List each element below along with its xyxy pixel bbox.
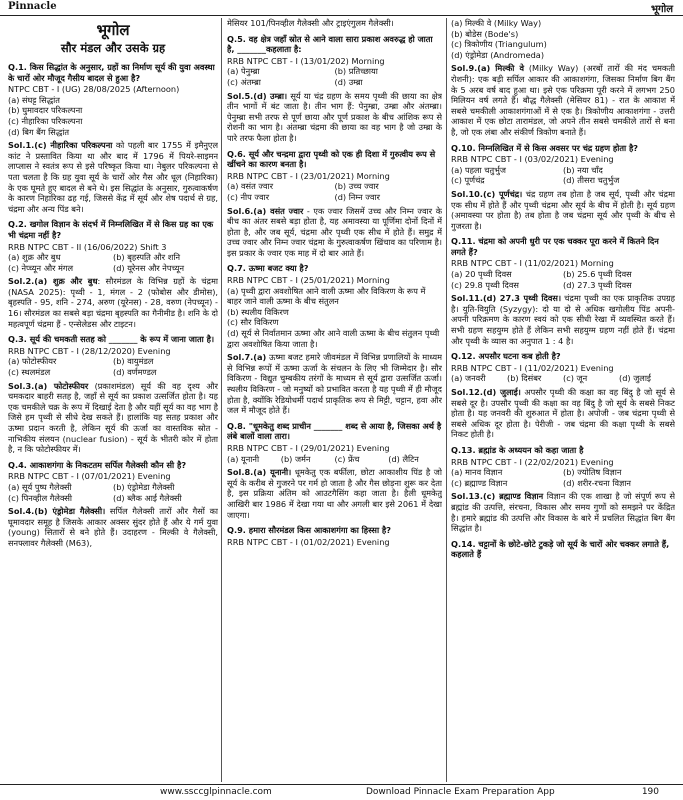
question-14: Q.14. चट्टानों के छोटे-छोटे टुकड़े जो सूर्य के चारों ओर चक्कर लगाते हैं, कहलाते हैं — [451, 538, 670, 560]
question-13: Q.13. ब्रह्मांड के अध्ययन को कहा जाता है — [451, 444, 584, 455]
option: (b) बृहस्पति और शनि — [113, 252, 180, 263]
option: (a) मिल्की वे (Milky Way) — [451, 18, 542, 28]
option: (a) फोटोस्फीयर — [8, 356, 57, 367]
option-row — [451, 175, 675, 186]
solution-heading: Sol.2.(a) शुक्र और बुध — [8, 276, 98, 287]
solution-11 — [451, 293, 675, 346]
solution-text: ऊष्मा बजट हमारे जीवमंडल में विभिन्न प्रणालियों के माध्यम से विभिन्न रूपों में ऊष्मा ऊर्जा के संचलन के लिए भी जिम्मेदार है। सौर विकिरण - विद्युत चुम्बकीय तरंगों के माध्यम से सूर्य द्वारा उत्सर्जित ऊर्जा। स्थलीय विकिरण - जो मनुष्यों को प्रभावित करता है यह पृथ्वी में ही मौजूद होता है, क्योंकि रेडियोधर्मी पदार्थ प्राकृतिक रूप से मिट्टी, चट्टान, हवा और जल में मौजूद होते हैं। — [227, 352, 442, 416]
column-divider — [221, 18, 222, 782]
option: (d) वर्णमण्डल — [113, 367, 157, 378]
page-footer — [0, 784, 683, 800]
footer-app-promo: Download Pinnacle Exam Preparation App — [366, 787, 555, 797]
solution-heading: Sol.8.(a) यूनानी। — [227, 467, 292, 478]
option-row — [227, 181, 442, 192]
solution-heading: Sol.9.(a) मिल्की वे — [451, 63, 525, 74]
solution-text: (प्रकाशमंडल) सूर्य की वह दृश्य और चमकदार बाहरी सतह है, जहाँ से सूर्य का प्रकाश उत्सर्जित होता है। यह एक चमकीले चक्र के रूप में दिखाई देता है और यहीं सूर्य का वह भाग है जिसे हम पृथ्वी से सीधे देख सकते हैं। हालांकि यह सतह प्रकाश और ऊष्मा प्रदान करती है, लेकिन सूर्य की ऊर्जा का वास्तविक स्रोत - नाभिकीय संलयन (nuclear fusion) - सूर्य के भीतरी कोर में होता है, न कि फोटोस्फीयर में। — [8, 380, 218, 455]
option: (d) शरीर-रचना विज्ञान — [563, 477, 631, 488]
solution-text: विज्ञान की एक शाखा है जो संपूर्ण रूप से ब्रह्मांड की उत्पत्ति, संरचना, विकास और समय गुणों को समझने पर केंद्रित है। हमारे ब्रह्मांड की उत्पत्ति और विकास के बारे में प्रचलित सिद्धांत बिग बैंग सिद्धांत है। — [451, 491, 675, 534]
solution-heading: Sol.7.(a) — [227, 352, 267, 363]
exam-meta: RRB NTPC CBT - I (01/02/2021) Evening — [227, 536, 390, 547]
option: (a) 20 पृथ्वी दिवस — [451, 269, 512, 280]
option: (c) नेप्च्यून और मंगल — [8, 262, 74, 273]
question-10: Q.10. निम्नलिखित में से किस अवसर पर चंद्र ग्रहण होता है? — [451, 142, 639, 153]
option-row — [227, 192, 442, 203]
option: (c) त्रिकोणीय (Triangulum) — [451, 39, 547, 50]
option: (b) दिसंबर — [507, 373, 542, 384]
option: (c) फ्रेंच — [334, 453, 360, 464]
option: (a) वसंत ज्वार — [227, 181, 274, 192]
section-name: भूगोल — [650, 4, 673, 15]
option-row — [451, 478, 675, 489]
option: (c) पूर्णचंद्र — [451, 175, 485, 186]
solution-text: को पहली बार 1755 में इमैनुएल कांट ने प्रस्तावित किया था और बाद में 1796 में पियरे-साइमन लाप्लास ने स्वतंत्र रूप से इसे परिष्कृत किया था। नेबुलर परिकल्पना से पता चलता है कि ग्रह युवा सूर्य के चारों ओर गैस और धूल (निहारिका) के एक घूमते हुए बादल से बने थे। इस सिद्धांत के अनुसार, गुरुत्वाकर्षण के कारण निहारिका ढह गई, जिससे केंद्र में सूर्य और शेष पदार्थ से ग्रह, चंद्रमा और अन्य पिंड बने। — [8, 140, 218, 214]
option: (a) संघट्ट सिद्धांत — [8, 94, 60, 105]
exam-meta: RRB NTPC CBT - I (13/01/202) Morning — [227, 55, 385, 66]
question-6: Q.6. सूर्य और चन्द्रमा द्वारा पृथ्वी को एक ही दिशा में गुरुत्वीय रूप से खींचने का कारण बनता है। — [227, 148, 436, 170]
option-row — [8, 263, 218, 274]
option: (b) उच्च ज्वार — [334, 181, 379, 192]
solution-text: अपसौर पृथ्वी की कक्षा का वह बिंदु है जो सूर्य से सबसे दूर है। उपसौर पृथ्वी की कक्षा का वह बिंदु है जो सूर्य के सबसे निकट होता है। यह जनवरी की शुरुआत में होता है। अपोजी - जब चंद्रमा पृथ्वी से सबसे अधिक दूर होता है। पेरीजी - जब चंद्रमा की कक्षा पृथ्वी के सबसे निकट होती है। — [451, 387, 675, 440]
exam-meta: RRB NTPC CBT - I (03/02/2021) Evening — [451, 154, 614, 165]
exam-meta: NTPC CBT - I (UG) 28/08/2025 (Afternoon) — [8, 84, 180, 95]
option: (a) पहला चतुर्भुज — [451, 164, 506, 175]
option: (d) निम्न ज्वार — [334, 191, 380, 202]
solution-8 — [227, 467, 442, 520]
exam-meta: RRB NTPC CBT - I (11/02/2021) Evening — [451, 362, 614, 373]
option: (c) स्थलमंडल — [8, 367, 51, 378]
option-row — [8, 356, 218, 367]
page-header — [0, 0, 683, 16]
solution-text: चंद्र ग्रहण तब होता है जब सूर्य, पृथ्वी और चंद्रमा एक सीध में होते हैं और पृथ्वी चंद्रमा और सूर्य के बीच में होती है। सूर्य ग्रहण (अमावस्या पर होता है) तब होता है जब चंद्रमा सूर्य और पृथ्वी के बीच से गुजरता है। — [451, 188, 675, 231]
option: (d) बिग बैंग सिद्धांत — [8, 126, 70, 137]
option: (b) ज्योतिष विज्ञान — [563, 467, 622, 478]
question-12: Q.12. अपसौर घटना कब होती है? — [451, 351, 561, 362]
option: (b) घुमावदार परिकल्पना — [8, 105, 83, 116]
page-number: 190 — [641, 787, 659, 797]
solution-text: (Milky Way) (अरबों तारों की मंद चमकती रोशनी): एक बड़ी सर्पिल आकार की आकाशगंगा, जिसका निर्माण बिग बैंग के 5 अरब वर्ष बाद हुआ था। इसे एक परिक्रमा पूरी करने में लगभग 250 मिलियन वर्ष लगते हैं। बौद्ध गैलेक्सी (मेसियर 81) - रात के आकाश में सबसे चमकीली आकाशगंगाओं में से एक है। त्रिकोणीय आकाशगंगा - उत्तरी आकाश में एक छोटा तारामंडल, जो अपने तीन सबसे चमकीले तारों से बना है, जो एक लंबा और संकीर्ण त्रिकोण बनाते हैं। — [451, 63, 675, 137]
solution-text: सर्पिल गैलेक्सी तारों और गैसों का घूमावदार समूह है जिसके आकार अक्सर सुंदर होते हैं और ये गर्म युवा (young) सितारों से बने होते हैं। उदाहरण - मिल्की वे गैलेक्सी, सनफ्लावर गैलेक्सी (M63), — [8, 506, 218, 548]
option: (b) 25.6 पृथ्वी दिवस — [563, 269, 632, 280]
option-row — [227, 77, 442, 88]
question-3: Q.3. सूर्य की चमकती सतह को _______ के रूप में जाना जाता है। — [8, 334, 215, 345]
exam-meta: RRB NTPC CBT - I (23/01/2021) Morning — [227, 170, 390, 181]
solution-3 — [8, 381, 218, 455]
option: (a) सूर्य पुष्प गैलेक्सी — [8, 481, 72, 492]
option: (d) 27.3 पृथ्वी दिवस — [563, 279, 632, 290]
question-1: Q.1. किस सिद्धांत के अनुसार, ग्रहों का निर्माण सूर्य की युवा अवस्था के चारों ओर मौजूद गैसीय बादल से हुआ है? — [8, 62, 215, 83]
option: (d) तीसरा चतुर्भुज — [563, 175, 620, 186]
option: (d) एंड्रोमेडा (Andromeda) — [451, 49, 545, 60]
option: (b) बोडेस (Bode's) — [451, 28, 519, 39]
question-5: Q.5. वह क्षेत्र जहाँ स्रोत से आने वाला सारा प्रकाश अवरुद्ध हो जाता है, _______कहलाता है: — [227, 33, 433, 55]
option-row — [227, 454, 442, 465]
solution-7 — [227, 352, 442, 416]
solution-continued: मेसियर 101/पिनव्हील गैलेक्सी और ट्राइएंगुलम गैलेक्सी। — [227, 18, 394, 28]
exam-meta: RRB NTPC CBT - I (25/01/2021) Morning — [227, 275, 390, 286]
solution-heading: Sol.3.(a) फोटोस्फीयर — [8, 380, 89, 391]
exam-meta: RRB NTPC CBT - II (16/06/2022) Shift 3 — [8, 241, 167, 252]
option-row — [8, 252, 218, 263]
option-row — [451, 467, 675, 478]
option: (b) जर्मन — [280, 453, 311, 464]
solution-heading: Sol.12.(d) जुलाई। — [451, 387, 521, 397]
footer-website[interactable]: www.ssccglpinnacle.com — [160, 787, 272, 797]
solution-12 — [451, 387, 675, 440]
option: (d) ब्लैक आई गैलेक्सी — [113, 492, 182, 503]
solution-text: : सौरमंडल के विभिन्न ग्रहों के चंद्रमा (NASA 2025): पृथ्वी - 1, मंगल - 2 (फोबोस और डीमोस), बृहस्पति - 95, शनि - 274, अरुण (यूरेनस) - 28, वरुण (नेपच्यून) - 16। सौरमंडल का सबसे बड़ा चंद्रमा बृहस्पति का गैनीमीड है। शनि के दो महत्वपूर्ण चंद्रमा हैं - एन्सेलेडस और टाइटन। — [8, 276, 218, 329]
solution-text: - एक ज्वार जिसमें उच्च और निम्न ज्वार के बीच का अंतर सबसे बड़ा होता है, यह अमावस्या या पूर्णिमा दोनों दिनों में होता है, और जब सूर्य, चंद्रमा और पृथ्वी एक सीध में होते हैं। समुद्र में उच्च ज्वार और निम्न ज्वार चंद्रमा के गुरुत्वाकर्षण खिंचाव का परिणाम है। इस प्रकार के ज्वार एक माह में दो बार आते हैं। — [227, 205, 442, 258]
solution-4 — [8, 506, 218, 548]
option: (c) अंतम्ब्रा — [227, 76, 261, 87]
option: (d) उम्ब्रा — [334, 76, 363, 87]
option: (c) 29.8 पृथ्वी दिवस — [451, 279, 519, 290]
column-3 — [451, 18, 675, 782]
question-2: Q.2. खगोल विज्ञान के संदर्भ में निम्नलिखित में से किस ग्रह का एक भी चंद्रमा नहीं है? — [8, 219, 214, 240]
solution-text: सूर्य या चंद्र ग्रहण के समय पृथ्वी की छाया का क्षेत्र तीन भागों में बंट जाता है। तीन भाग हैं: पेनुम्ब्रा, उम्ब्रा और अंतम्ब्रा। पेनुम्ब्रा सभी तरफ से पूर्ण छाया और पूर्ण प्रकाश के बीच आंशिक रूप से रोशनी का भाग है। अंतम्ब्रा चंद्रमा की छाया का वह भाग है जो उम्ब्रा के पारे तरफ फैला होता है। — [227, 90, 442, 143]
solution-9 — [451, 63, 675, 137]
option: (a) पेनुम्ब्रा — [227, 66, 260, 77]
solution-heading: Sol.5.(d) उम्ब्रा। — [227, 90, 288, 101]
brand-name: Pinnacle — [8, 1, 57, 12]
option: (a) यूनानी — [227, 453, 260, 464]
option: (c) नीहारिका परिकल्पना — [8, 115, 83, 126]
solution-2 — [8, 276, 218, 329]
option: (d) जुलाई — [619, 373, 651, 384]
question-9: Q.9. हमारा सौरमंडल किस आकाशगंगा का हिस्सा है? — [227, 525, 392, 536]
solution-5 — [227, 91, 442, 144]
solution-heading: Sol.10.(c) पूर्णचंद्र। — [451, 188, 523, 199]
option: (a) मानव विज्ञान — [451, 467, 503, 478]
exam-meta: RRB NTPC CBT - I (07/01/2021) Evening — [8, 471, 171, 482]
question-4: Q.4. आकाशगंगा के निकटतम सर्पिल गैलेक्सी कौन सी है? — [8, 459, 187, 470]
option: (c) नीप ज्वार — [227, 191, 270, 202]
option: (b) प्रतिच्छाया — [334, 66, 378, 77]
solution-heading: Sol.1.(c) नीहारिका परिकल्पना — [8, 140, 113, 151]
option: (a) जनवरी — [451, 373, 486, 384]
column-divider — [446, 18, 447, 782]
question-7: Q.7. ऊष्मा बजट क्या है? — [227, 263, 309, 274]
option: (b) वायुमंडल — [113, 356, 154, 367]
option-row — [451, 280, 675, 291]
option: (d) सूर्य से निर्वातमान ऊष्मा और आने वाली ऊष्मा के बीच संतुलन पृथ्वी द्वारा अवशोषित किया जाता है। — [227, 328, 440, 349]
question-8: Q.8. "धूमकेतु शब्द प्राचीन _______ शब्द से आया है, जिसका अर्थ है लंबे बालों वाला तारा। — [227, 420, 442, 442]
column-2 — [227, 18, 442, 782]
option-row — [8, 493, 218, 504]
question-11: Q.11. चंद्रमा को अपनी धुरी पर एक चक्कर पूरा करने में कितने दिन लगते हैं? — [451, 236, 659, 257]
option-row — [451, 165, 675, 176]
option: (b) स्थलीय विकिरण — [227, 306, 289, 317]
option: (c) जून — [563, 373, 588, 384]
option: (a) शुक्र और बुध — [8, 252, 61, 263]
column-1 — [8, 18, 218, 782]
exam-meta: RRB NTPC CBT - I (28/12/2020) Evening — [8, 345, 171, 356]
chapter-title: भूगोल — [96, 21, 130, 39]
option: (c) ब्रह्माण्ड विज्ञान — [451, 477, 508, 488]
option: (b) नया चाँद — [563, 164, 603, 175]
option: (d) यूरेनस और नेपच्यून — [113, 262, 185, 273]
chapter-subtitle: सौर मंडल और उसके ग्रह — [60, 41, 166, 55]
option-row — [8, 482, 218, 493]
option-row — [451, 373, 675, 384]
option: (a) पृथ्वी द्वारा अवशोषित आने वाली ऊष्मा और विकिरण के रूप में बाहर जाने वाली ऊष्मा के बीच संतुलन — [227, 285, 426, 307]
solution-heading: Sol.11.(d) 27.3 पृथ्वी दिवस। — [451, 293, 562, 304]
exam-meta: RRB NTPC CBT - I (11/02/2021) Morning — [451, 258, 614, 269]
solution-heading: Sol.4.(b) एंड्रोमेडा गैलेक्सी। — [8, 506, 106, 517]
option-row — [8, 367, 218, 378]
exam-meta: RRB NTPC CBT - I (22/02/2021) Evening — [451, 456, 614, 467]
option: (c) पिनव्हील गैलेक्सी — [8, 492, 73, 503]
solution-heading: Sol.6.(a) वसंत ज्वार — [227, 205, 304, 216]
exam-meta: RRB NTPC CBT - I (29/01/2021) Evening — [227, 442, 390, 453]
solution-text: धूमकेतु एक बर्फीला, छोटा आकाशीय पिंड है जो सूर्य के करीब से गुजरने पर गर्म हो जाता है और गैस छोड़ना शुरू कर देता है, इस प्रक्रिया अंतिम को आउटगैसिंग कहा जाता है। हैली धूमकेतु आखिरी बार 1986 में देखा गया था और अगली बार इसे 2061 में देखा जाएगा। — [227, 467, 442, 520]
solution-6 — [227, 206, 442, 259]
solution-heading: Sol.13.(c) ब्रह्माण्ड विज्ञान — [451, 491, 544, 502]
option: (d) लैटिन — [388, 453, 419, 464]
solution-1 — [8, 140, 218, 214]
solution-text: चंद्रमा पृथ्वी का एक प्राकृतिक उपग्रह है। युति-वियुति (Syzygy): दो या दो से अधिक खगोलीय पिंड अपनी-अपनी परिक्रमण के कारण स्वयं को एक सीधी रेखा में व्यवस्थित करते हैं। सभी ग्रहण सहयुग्म होते हैं लेकिन सभी सहयुग्म ग्रहण नहीं होते हैं। चंद्रमा और पृथ्वी के व्यास का अनुपात 1 : 4 है। — [451, 293, 675, 346]
solution-13 — [451, 491, 675, 533]
option-row — [227, 66, 442, 77]
option: (b) एंड्रोमेडा गैलेक्सी — [113, 481, 175, 492]
option: (c) सौर विकिरण — [227, 317, 279, 328]
option-row — [451, 269, 675, 280]
solution-10 — [451, 189, 675, 231]
